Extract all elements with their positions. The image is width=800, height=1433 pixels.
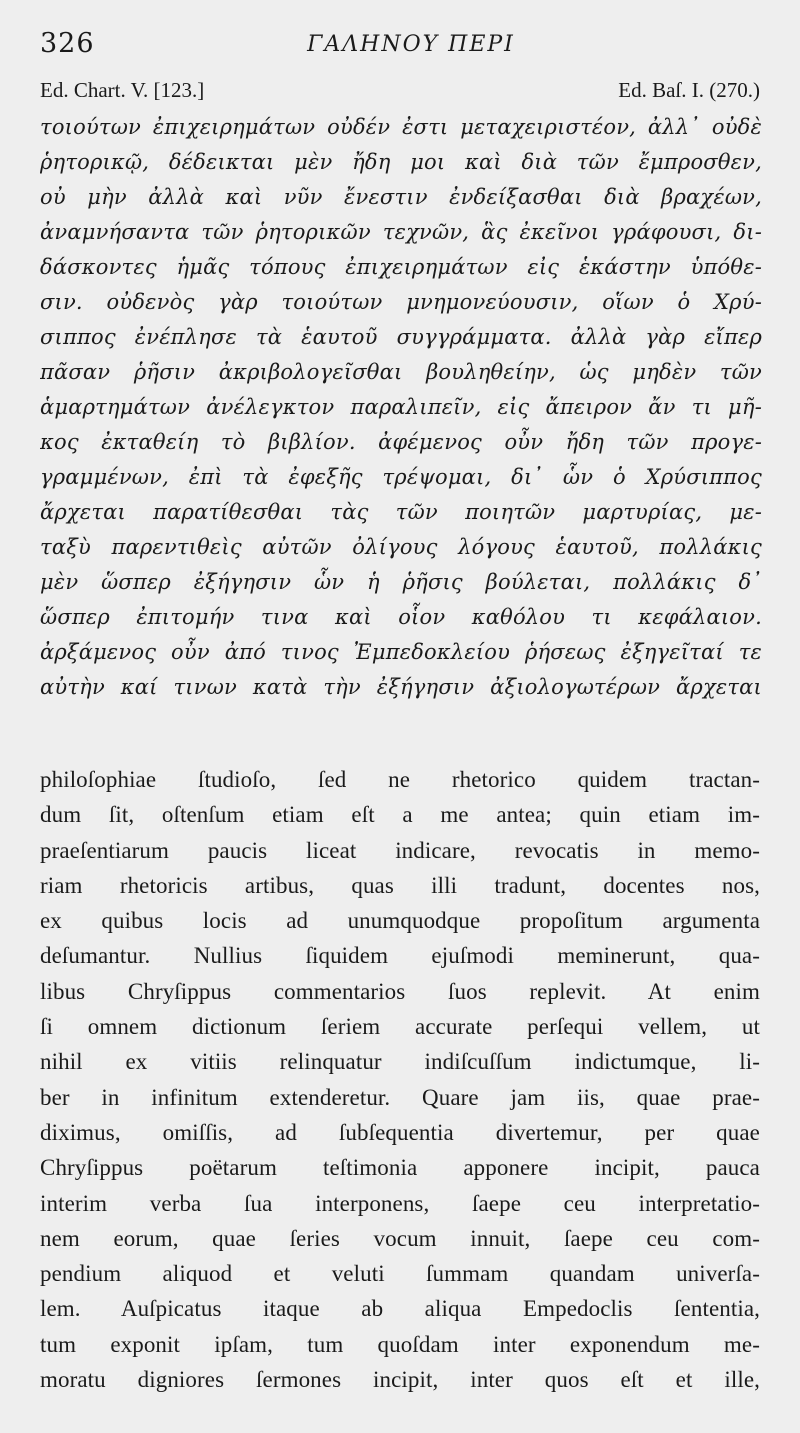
greek-text-block xyxy=(40,110,762,705)
latin-text-line: diximus, omiſſis, ad ſubſequentia divertemur, per quae xyxy=(40,1119,760,1145)
latin-text-line: Chryſippus poëtarum teſtimonia apponere incipit, pauca xyxy=(40,1155,760,1181)
greek-text-line: κος ἐκταθείη τὸ βιβλίον. ἀφέμενος οὖν ἤδη τῶν προγε- xyxy=(40,430,762,454)
greek-text-line: πᾶσαν ῥῆσιν ἀκριβολογεῖσθαι βουληθείην, ὡς μηδὲν τῶν xyxy=(40,360,762,384)
edition-reference-line xyxy=(40,78,760,106)
page-number: 326 xyxy=(40,28,95,59)
latin-text-line: ber in infinitum extenderetur. Quare jam iis, quae prae- xyxy=(40,1084,760,1110)
greek-text-line: ὥσπερ ἐπιτομήν τινα καὶ οἷον καθόλου τι κεφάλαιον. xyxy=(40,605,762,629)
edition-reference-right: Ed. Baſ. I. (270.) xyxy=(618,78,760,102)
greek-text-line: σιν. οὐδενὸς γὰρ τοιούτων μνημονεύουσιν, οἵων ὁ Χρύ- xyxy=(40,290,762,314)
latin-text-line: ex quibus locis ad unumquodque propoſitum argumenta xyxy=(40,908,760,934)
latin-text-line: pendium aliquod et veluti ſummam quandam univerſa- xyxy=(40,1261,760,1287)
greek-text-line: γραμμένων, ἐπὶ τὰ ἐφεξῆς τρέψομαι, δι᾽ ὧν ὁ Χρύσιππος xyxy=(40,465,762,489)
greek-text-line: ἀναμνήσαντα τῶν ῥητορικῶν τεχνῶν, ἃς ἐκεῖνοι γράφουσι, δι- xyxy=(40,220,762,244)
latin-text-line: tum exponit ipſam, tum quoſdam inter exponendum me- xyxy=(40,1331,760,1357)
greek-text-line: ἁμαρτημάτων ἀνέλεγκτον παραλιπεῖν, εἰς ἄπειρον ἄν τι μῆ- xyxy=(40,395,762,419)
latin-text-line: interim verba ſua interponens, ſaepe ceu interpretatio- xyxy=(40,1190,760,1216)
latin-text-line: ſi omnem dictionum ſeriem accurate perſequi vellem, ut xyxy=(40,1014,760,1040)
latin-text-line: moratu digniores ſermones incipit, inter quos eſt et ille, xyxy=(40,1367,760,1393)
latin-text-block xyxy=(40,762,760,1397)
latin-text-line: lem. Auſpicatus itaque ab aliqua Empedoclis ſententia, xyxy=(40,1296,760,1322)
greek-text-line: μὲν ὥσπερ ἐξήγησιν ὧν ἡ ῥῆσις βούλεται, πολλάκις δ᾽ xyxy=(40,570,762,594)
greek-text-line: ἄρχεται παρατίθεσθαι τὰς τῶν ποιητῶν μαρτυρίας, με- xyxy=(40,500,762,524)
latin-text-line: libus Chryſippus commentarios ſuos replevit. At enim xyxy=(40,978,760,1004)
latin-text-line: nem eorum, quae ſeries vocum innuit, ſaepe ceu com- xyxy=(40,1225,760,1251)
greek-text-line: τοιούτων ἐπιχειρημάτων οὐδέν ἐστι μεταχειριστέον, ἀλλ᾽ οὐδὲ xyxy=(40,115,762,139)
running-title: ΓΑΛΗΝΟΥ ΠΕΡΙ xyxy=(307,32,515,57)
greek-text-line: ἀρξάμενος οὖν ἀπό τινος Ἐμπεδοκλείου ῥήσεως ἐξηγεῖταί τε xyxy=(40,640,762,664)
latin-text-line: nihil ex vitiis relinquatur indiſcuſſum indictumque, li- xyxy=(40,1049,760,1075)
greek-text-line: ῥητορικῷ, δέδεικται μὲν ἤδη μοι καὶ διὰ τῶν ἔμπροσθεν, xyxy=(40,150,762,174)
latin-text-line: praeſentiarum paucis liceat indicare, revocatis in memo- xyxy=(40,837,760,863)
latin-text-line: dum ſit, oſtenſum etiam eſt a me antea; quin etiam im- xyxy=(40,802,760,828)
greek-text-line: ταξὺ παρεντιθεὶς αὐτῶν ὀλίγους λόγους ἑαυτοῦ, πολλάκις xyxy=(40,535,762,559)
greek-text-line: αὐτὴν καί τινων κατὰ τὴν ἐξήγησιν ἀξιολογωτέρων ἄρχεται xyxy=(40,675,762,699)
page-header xyxy=(40,28,762,64)
latin-text-line: deſumantur. Nullius ſiquidem ejuſmodi meminerunt, qua- xyxy=(40,943,760,969)
greek-text-line: οὐ μὴν ἀλλὰ καὶ νῦν ἔνεστιν ἐνδείξασθαι διὰ βραχέων, xyxy=(40,185,762,209)
latin-text-line: philoſophiae ſtudioſo, ſed ne rhetorico quidem tractan- xyxy=(40,767,760,792)
greek-text-line: δάσκοντες ἡμᾶς τόπους ἐπιχειρημάτων εἰς ἑκάστην ὑπόθε- xyxy=(40,255,762,279)
greek-text-line: σιππος ἐνέπλησε τὰ ἑαυτοῦ συγγράμματα. ἀλλὰ γὰρ εἴπερ xyxy=(40,325,762,349)
latin-text-line: riam rhetoricis artibus, quas illi tradunt, docentes nos, xyxy=(40,872,760,898)
edition-reference-left: Ed. Chart. V. [123.] xyxy=(40,78,205,102)
